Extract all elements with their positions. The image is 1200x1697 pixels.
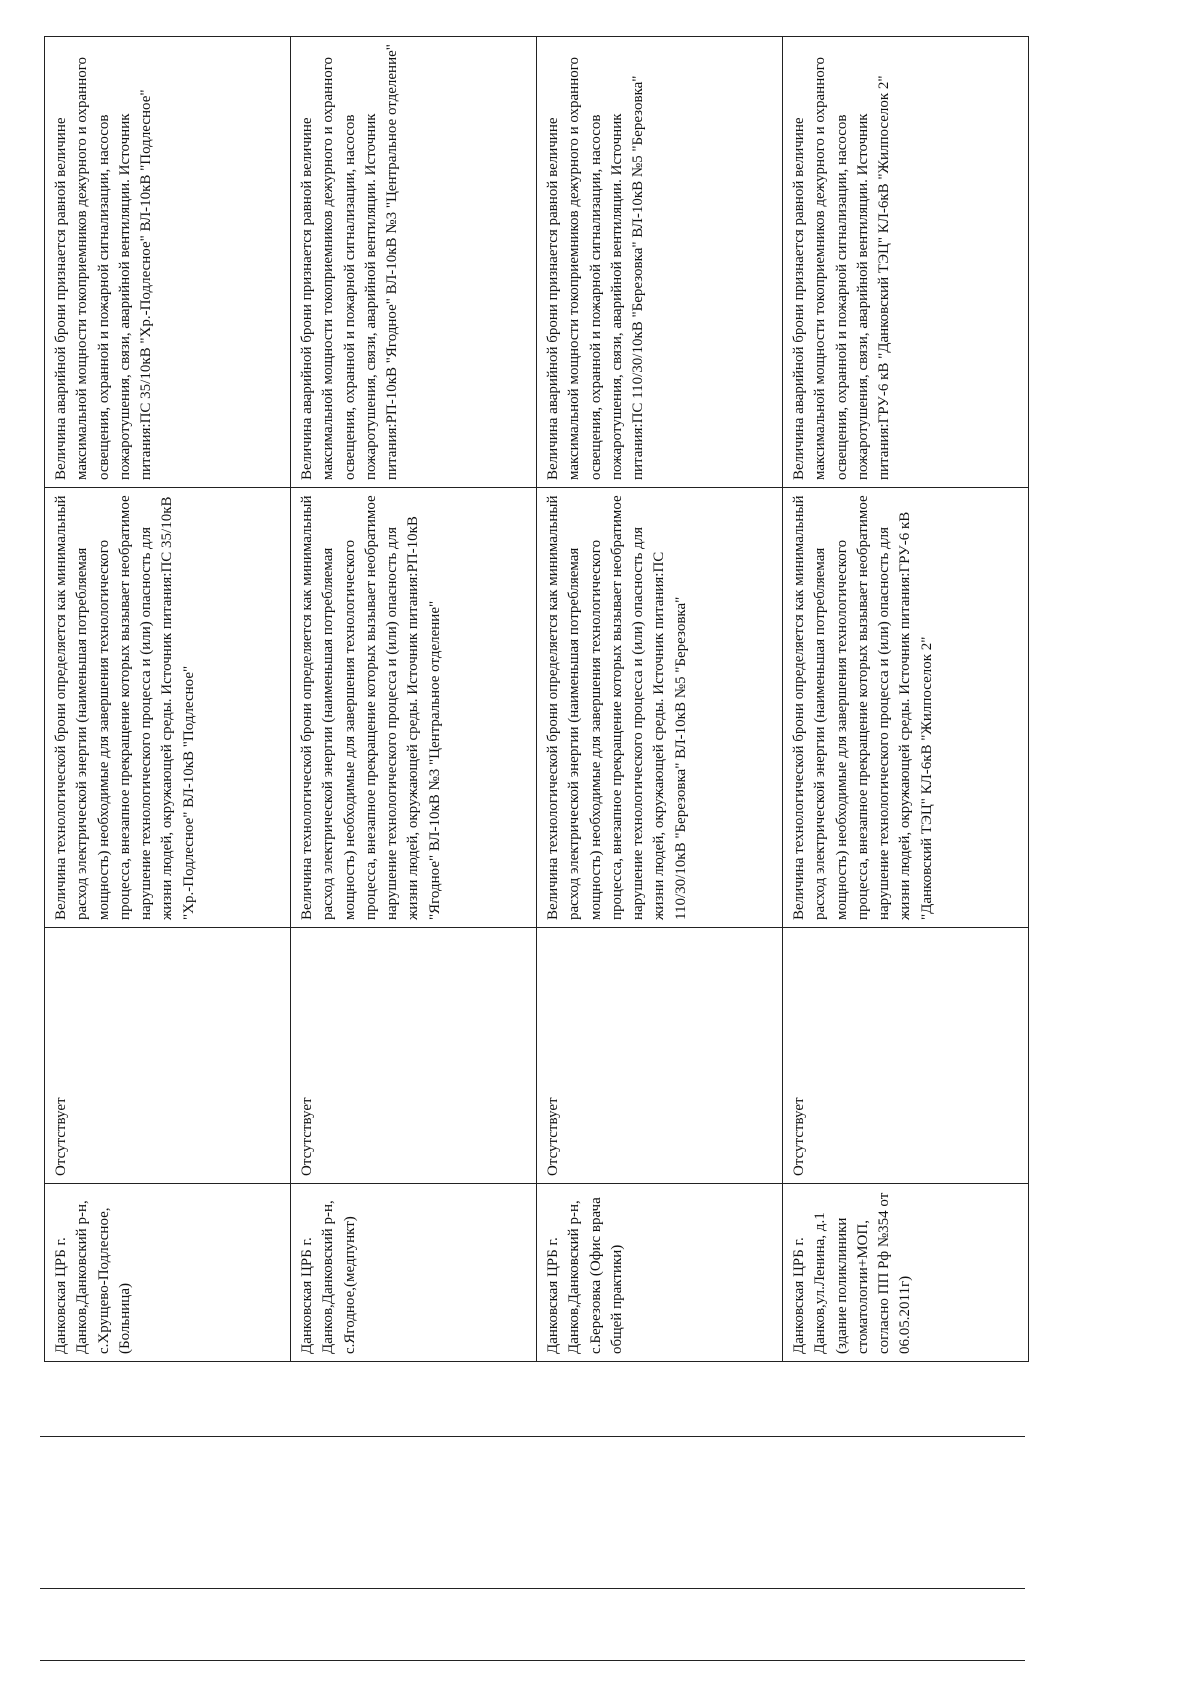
automation-cell: Отсутствует [783, 928, 1029, 1184]
tech-reserve-cell: Величина технологической брони определяется как минимальный расход электрической энергии (наименьшая потребляемая мощность) необходимые для завершения технологического процесса, внезапное прекращение которых вызывает необратимое нарушение технологического процесса и (или) опасность для жизни людей, окружающей среды. Источник питания:ПС 35/10кВ "Хр.-Подлесное" ВЛ-10кВ "Подлесное" [45, 488, 291, 928]
divider-line [40, 1660, 1025, 1661]
tech-reserve-cell: Величина технологической брони определяется как минимальный расход электрической энергии (наименьшая потребляемая мощность) необходимые для завершения технологического процесса, внезапное прекращение которых вызывает необратимое нарушение технологического процесса и (или) опасность для жизни людей, окружающей среды. Источник питания:ГРУ-6 кВ "Данковский ТЭЦ" КЛ-6кВ "Жилпоселок 2" [783, 488, 1029, 928]
object-cell: Данковская ЦРБ г. Данков,ул.Ленина, д.1 (здание поликлиники стоматологии+МОП, согласно ПП Рф №354 от 06.05.2011г) [783, 1184, 1029, 1362]
reserve-table [44, 36, 1029, 1362]
automation-cell: Отсутствует [291, 928, 537, 1184]
emergency-reserve-cell: Величина аварийной брони признается равной величине максимальной мощности токоприемников дежурного и охранного освещения, охранной и пожарной сигнализации, насосов пожаротушения, связи, аварийной вентиляции. Источник питания:РП-10кВ "Ягодное" ВЛ-10кВ №3 "Центральное отделение" [291, 37, 537, 488]
automation-cell: Отсутствует [537, 928, 783, 1184]
automation-cell: Отсутствует [45, 928, 291, 1184]
object-cell: Данковская ЦРБ г. Данков,Данковский р-н, с.Березовка (Офис врача общей практики) [537, 1184, 783, 1362]
table-row [537, 37, 783, 1362]
table-row [45, 37, 291, 1362]
table-row [783, 37, 1029, 1362]
emergency-reserve-cell: Величина аварийной брони признается равной величине максимальной мощности токоприемников дежурного и охранного освещения, охранной и пожарной сигнализации, насосов пожаротушения, связи, аварийной вентиляции. Источник питания:ПС 110/30/10кВ "Березовка" ВЛ-10кВ №5 "Березовка" [537, 37, 783, 488]
emergency-reserve-cell: Величина аварийной брони признается равной величине максимальной мощности токоприемников дежурного и охранного освещения, охранной и пожарной сигнализации, насосов пожаротушения, связи, аварийной вентиляции. Источник питания:ГРУ-6 кВ "Данковский ТЭЦ" КЛ-6кВ "Жилпоселок 2" [783, 37, 1029, 488]
tech-reserve-cell: Величина технологической брони определяется как минимальный расход электрической энергии (наименьшая потребляемая мощность) необходимые для завершения технологического процесса, внезапное прекращение которых вызывает необратимое нарушение технологического процесса и (или) опасность для жизни людей, окружающей среды. Источник питания:РП-10кВ "Ягодное" ВЛ-10кВ №3 "Центральное отделение" [291, 488, 537, 928]
tech-reserve-cell: Величина технологической брони определяется как минимальный расход электрической энергии (наименьшая потребляемая мощность) необходимые для завершения технологического процесса, внезапное прекращение которых вызывает необратимое нарушение технологического процесса и (или) опасность для жизни людей, окружающей среды. Источник питания:ПС 110/30/10кВ "Березовка" ВЛ-10кВ №5 "Березовка" [537, 488, 783, 928]
object-cell: Данковская ЦРБ г. Данков,Данковский р-н, с.Хрущево-Подлесное,(Больница) [45, 1184, 291, 1362]
divider-line [40, 1436, 1025, 1437]
object-cell: Данковская ЦРБ г. Данков,Данковский р-н, с.Ягодное,(медпункт) [291, 1184, 537, 1362]
table-row [291, 37, 537, 1362]
emergency-reserve-cell: Величина аварийной брони признается равной величине максимальной мощности токоприемников дежурного и охранного освещения, охранной и пожарной сигнализации, насосов пожаротушения, связи, аварийной вентиляции. Источник питания:ПС 35/10кВ "Хр.-Подлесное" ВЛ-10кВ "Подлесное" [45, 37, 291, 488]
divider-line [40, 1588, 1025, 1589]
